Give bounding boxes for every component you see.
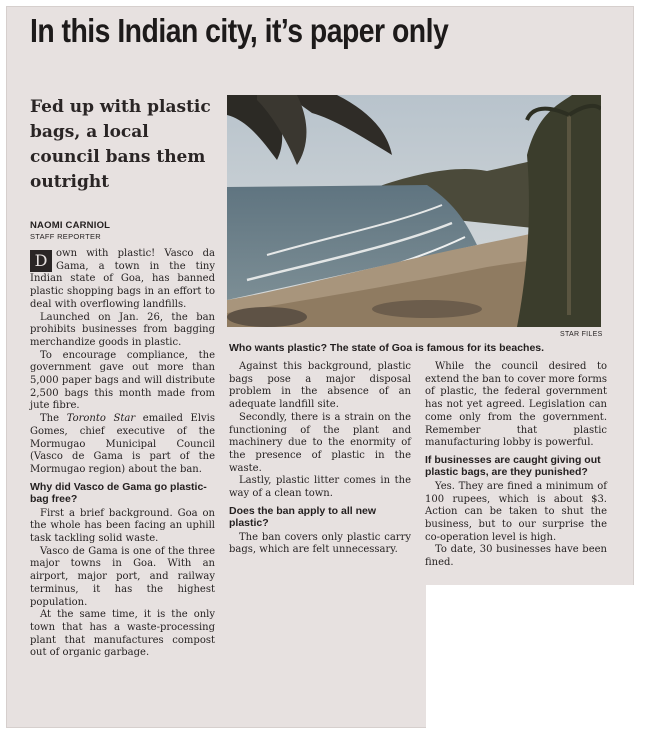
photo-credit: STAR FILES <box>560 331 603 338</box>
drop-cap: D <box>30 250 52 272</box>
byline: NAOMI CARNIOL <box>30 220 111 231</box>
article-paragraph: Lastly, plastic litter comes in the way of a clean town. <box>229 475 411 500</box>
publication-name: Toronto Star <box>66 413 136 425</box>
photo-caption: Who wants plastic? The state of Goa is famous for its beaches. <box>229 342 545 354</box>
article-paragraph: Vasco de Gama is one of the three major towns in Goa. With an airport, major port, and railway terminus, it has the highest population. <box>30 545 215 608</box>
deck: Fed up with plastic bags, a local council bans them outright <box>30 97 211 192</box>
article-paragraph: Against this background, plastic bags pose a major disposal problem in the absence of an adequate landfill site. <box>229 361 411 411</box>
article-paragraph: The ban covers only plastic carry bags, which are felt unnecessary. <box>229 531 411 556</box>
question-heading: Does the ban apply to all new plastic? <box>229 504 377 530</box>
article-paragraph: While the council desired to extend the ban to cover more forms of plastic, the federal government has not yet agreed. Legislation can come only from the government. Remember that plastic manufacturing lobby is powerful. <box>425 361 607 449</box>
article-column-3 <box>425 361 607 570</box>
article-paragraph: First a brief background. Goa on the whole has been facing an uphill task tackling solid waste. <box>30 507 215 545</box>
blank-corner <box>426 585 651 740</box>
article-paragraph: At the same time, it is the only town that has a waste-processing plant that manufactures compost out of organic garbage. <box>30 609 215 659</box>
article-paragraph: D own with plastic! Vasco da Gama, a town in the tiny Indian state of Goa, has banned plastic shopping bags in an effort to deal with overflowing landfills. <box>30 248 215 310</box>
byline-role: STAFF REPORTER <box>30 232 102 241</box>
article-paragraph: Yes. They are fined a minimum of 100 rupees, which is about $3. Action can be taken to shut the business, but to our surprise the co-operation level is high. <box>425 480 607 543</box>
article-column-2 <box>229 361 411 557</box>
beach-photo-illustration <box>227 95 601 327</box>
article-paragraph: To date, 30 businesses have been fined. <box>425 544 607 569</box>
article-column-1 <box>30 248 215 660</box>
article-paragraph: To encourage compliance, the government gave out more than 5,000 paper bags and will distribute 2,500 bags this month made from jute fibre. <box>30 349 215 412</box>
article-paragraph: Secondly, there is a strain on the functioning of the plant and machinery due to the enormity of the presence of plastic in the waste. <box>229 411 411 474</box>
beach-photo <box>227 95 601 327</box>
question-heading: If businesses are caught giving out plastic bags, are they punished? <box>425 453 601 479</box>
article-paragraph: Launched on Jan. 26, the ban prohibits businesses from bagging merchandize goods in plastic. <box>30 311 215 348</box>
question-heading: Why did Vasco de Gama go plastic-bag free? <box>30 480 207 506</box>
headline: In this Indian city, it’s paper only <box>30 12 449 49</box>
article-paragraph: The Toronto Star emailed Elvis Gomes, chief executive of the Mormugao Municipal Council (Vasco de Gama is part of the Mormugao region) about the ban. <box>30 413 215 475</box>
